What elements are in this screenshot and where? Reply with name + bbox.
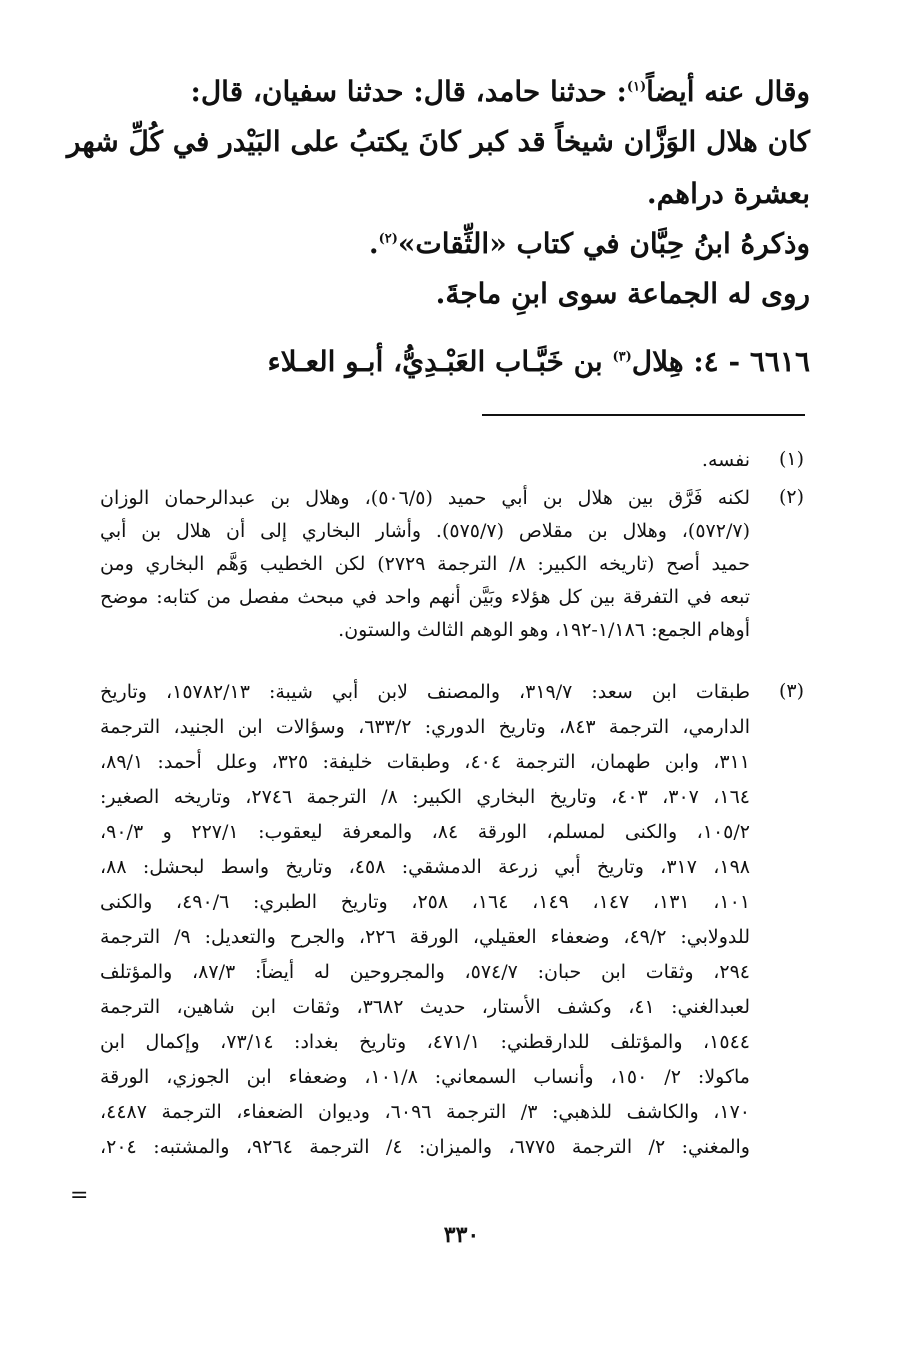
- footnote-line: أوهام الجمع: ١/١٨٦-١٩٢، وهو الوهم الثالث والستون.: [338, 619, 750, 641]
- main-line: بعشرة دراهم.: [646, 177, 810, 210]
- footnote-line: لكنه فَرَّق بين هلال بن أبي حميد (٥٠٦/٥)، وهلال بن عبدالرحمان الوزان: [100, 487, 750, 509]
- main-line: [170, 72, 810, 112]
- entry-number: ٦٦١٦ - ٤: هِلال: [631, 345, 810, 378]
- page-number: ٣٣٠: [443, 1222, 480, 1248]
- footnote-line: والمغني: ٢/ الترجمة ٦٧٧٥، والميزان: ٤/ الترجمة ٩٢٦٤، والمشتبه: ٢٠٤،: [100, 1136, 750, 1158]
- footnote-line: ١٠٥/٢، والكنى لمسلم، الورقة ٨٤، والمعرفة ليعقوب: ٢٢٧/١ و ٩٠/٣،: [100, 821, 750, 843]
- footnote-line: ١٥٤٤، والمؤتلف للدارقطني: ٤٧١/١، وتاريخ بغداد: ٧٣/١٤، وإكمال ابن: [100, 1031, 750, 1053]
- main-text-segment: .: [368, 227, 379, 260]
- footnote-line: ٣١١، وابن طهمان، الترجمة ٤٠٤، وطبقات خليفة: ٣٢٥، وعلل أحمد: ٨٩/١،: [100, 751, 750, 773]
- continuation-mark: =: [70, 1183, 89, 1208]
- footnote-line: حميد أصح (تاريخه الكبير: ٨/ الترجمة ٢٧٢٩) لكن الخطيب وَهَّم البخاري ومن: [100, 553, 750, 575]
- main-line: كان هلال الوَزَّان شيخاً قد كبر كانَ يكتبُ على البَيْدر في كُلِّ شهر: [66, 125, 810, 158]
- footnote-line: للدولابي: ٤٩/٢، وضعفاء العقيلي، الورقة ٢٢٦، والجرح والتعديل: ٩/ الترجمة: [100, 926, 750, 948]
- main-text-segment: وقال عنه أيضاً: [646, 75, 810, 108]
- footnote-line: تبعه في التفرقة بين كل هؤلاء وبَيَّن أنهم واحد في مبحث مفصل من كتابه: موضح: [100, 586, 750, 608]
- footnote-line: ١٩٨، ٣١٧، وتاريخ أبي زرعة الدمشقي: ٤٥٨، وتاريخ واسط لبحشل: ٨٨،: [100, 856, 750, 878]
- footnote-number: (١): [778, 448, 804, 470]
- footnote-number: (٣): [778, 680, 804, 702]
- footnote-ref: (٢): [378, 231, 398, 247]
- footnote-ref: (٣): [612, 349, 632, 365]
- footnote-line: (٥٧٢/٧)، وهلال بن مقلاص (٥٧٥/٧). وأشار البخاري إلى أن هلال بن أبي: [100, 520, 750, 542]
- footnote-number: (٢): [778, 486, 804, 508]
- footnote-line: ١٦٤، ٣٠٧، ٤٠٣، وتاريخ البخاري الكبير: ٨/ الترجمة ٢٧٤٦، وتاريخه الصغير:: [100, 786, 750, 808]
- footnote-line: ماكولا: ٢/ ١٥٠، وأنساب السمعاني: ١٠١/٨، وضعفاء ابن الجوزي، الورقة: [100, 1066, 750, 1088]
- footnote-line: نفسه.: [701, 449, 750, 471]
- entry-heading: [120, 342, 810, 382]
- footnote-line: ١٧٠، والكاشف للذهبي: ٣/ الترجمة ٦٠٩٦، وديوان الضعفاء، الترجمة ٤٤٨٧،: [100, 1101, 750, 1123]
- footnote-line: الدارمي، الترجمة ٨٤٣، وتاريخ الدوري: ٦٣٣/٢، وسؤالات ابن الجنيد، الترجمة: [100, 716, 750, 738]
- footnote-line: طبقات ابن سعد: ٣١٩/٧، والمصنف لابن أبي شيبة: ١٥٧٨٢/١٣، وتاريخ: [100, 681, 750, 703]
- footnote-line: ٢٩٤، وثقات ابن حبان: ٥٧٤/٧، والمجروحين له أيضاً: ٨٧/٣، والمؤتلف: [100, 961, 750, 983]
- footnote-separator: [482, 414, 805, 416]
- footnote-line: ١٠١، ١٣١، ١٤٧، ١٤٩، ١٦٤، ٢٥٨، وتاريخ الطبري: ٤٩٠/٦، والكنى: [100, 891, 750, 913]
- footnote-ref: (١): [626, 79, 647, 95]
- main-line: [170, 224, 810, 264]
- entry-name: بن خَبَّـاب العَبْـدِيُّ، أبـو العـلاء: [267, 345, 603, 378]
- main-text-segment: وذكرهُ ابنُ حِبَّان في كتاب «الثِّقات»: [397, 227, 810, 260]
- footnote-line: لعبدالغني: ٤١، وكشف الأستار، حديث ٣٦٨٢، وثقات ابن شاهين، الترجمة: [100, 996, 750, 1018]
- main-line: روى له الجماعة سوى ابنِ ماجةَ.: [435, 277, 810, 310]
- main-text-segment: : حدثنا حامد، قال: حدثنا سفيان، قال:: [190, 75, 627, 108]
